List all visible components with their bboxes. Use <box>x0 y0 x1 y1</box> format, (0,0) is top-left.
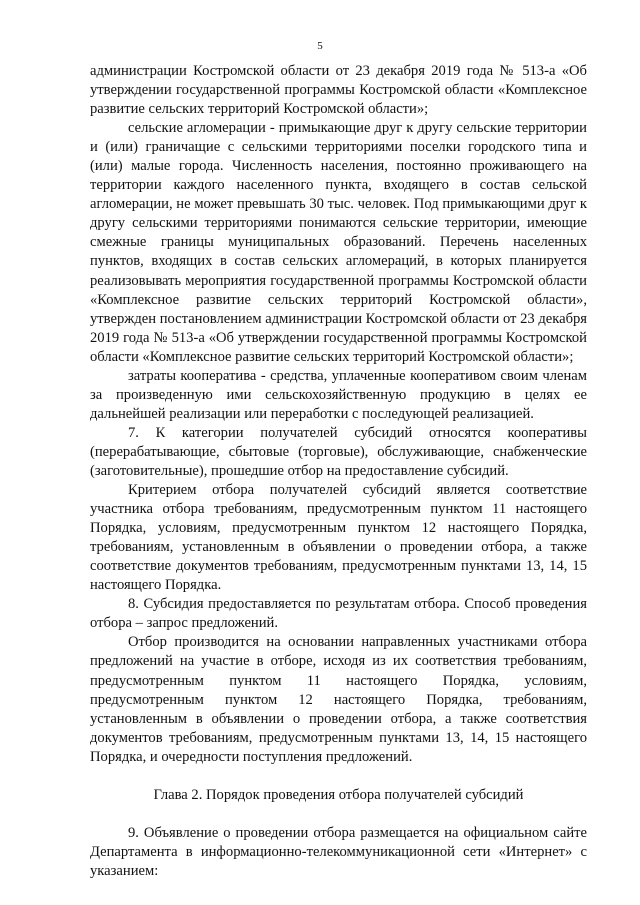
paragraph-definition-agglomeration: сельские агломерации - примыкающие друг к другу сельские территории и (или) граничащие с сельскими территориями поселки городского типа и (или) малые города. Численность населения, постоянно проживающего на территории каждого населенного пункта, входящего в состав сельской агломерации, не может превышать 30 тыс. человек. Под примыкающими друг к другу сельскими территориями понимаются сельские территории, имеющие смежные границы муниципальных образований. Перечень населенных пунктов, входящих в состав сельских агломераций, в которых планируется реализовывать мероприятия государственной программы Костромской области «Комплексное развитие сельских территорий Костромской области», утвержден постановлением администрации Костромской области от 23 декабря 2019 года № 513-а «Об утверждении государственной программы Костромской области «Комплексное развитие сельских территорий Костромской области»; <box>90 120 587 365</box>
paragraph-item-7: 7. К категории получателей субсидий относятся кооперативы (перерабатывающие, сбытовые (торговые), обслуживающие, снабженческие (заготовительные), прошедшие отбор на предоставление субсидий. <box>90 424 587 479</box>
document-body <box>90 62 587 881</box>
paragraph-item-9: 9. Объявление о проведении отбора размещается на официальном сайте Департамента в информационно-телекоммуникационной сети «Интернет» с указанием: <box>90 824 587 879</box>
paragraph-definition-costs: затраты кооператива - средства, уплаченные кооперативом своим членам за произведенную ими сельскохозяйственную продукцию в целях ее дальнейшей реализации или переработки с последующей реализацией. <box>90 367 587 422</box>
paragraph-item-8: 8. Субсидия предоставляется по результатам отбора. Способ проведения отбора – запрос предложений. <box>90 596 587 632</box>
paragraph-selection-criterion: Критерием отбора получателей субсидий является соответствие участника отбора требованиям, предусмотренным пунктом 11 настоящего Порядка, условиям, предусмотренным пунктом 12 настоящего Порядка, требованиям, установленным в объявлении о проведении отбора, а также соответствие документов требованиям, предусмотренным пунктами 13, 14, 15 настоящего Порядка. <box>90 482 587 594</box>
chapter-heading: Глава 2. Порядок проведения отбора получателей субсидий <box>153 786 524 803</box>
paragraph-selection-procedure: Отбор производится на основании направленных участниками отбора предложений на участие в отборе, исходя из их соответствия требованиям, предусмотренным пунктом 11 настоящего Порядка, условиям, предусмотренным пунктом 12 настоящего Порядка, требованиям, установленным в объявлении о проведении отбора, а также соответствия документов требованиям, предусмотренным пунктами 13, 14, 15 настоящего Порядка, и очередности поступления предложений. <box>90 634 587 765</box>
paragraph-continuation: администрации Костромской области от 23 декабря 2019 года № 513-а «Об утверждении государственной программы Костромской области «Комплексное развитие сельских территорий Костромской области»; <box>90 63 587 118</box>
page-number: 5 <box>317 40 323 52</box>
